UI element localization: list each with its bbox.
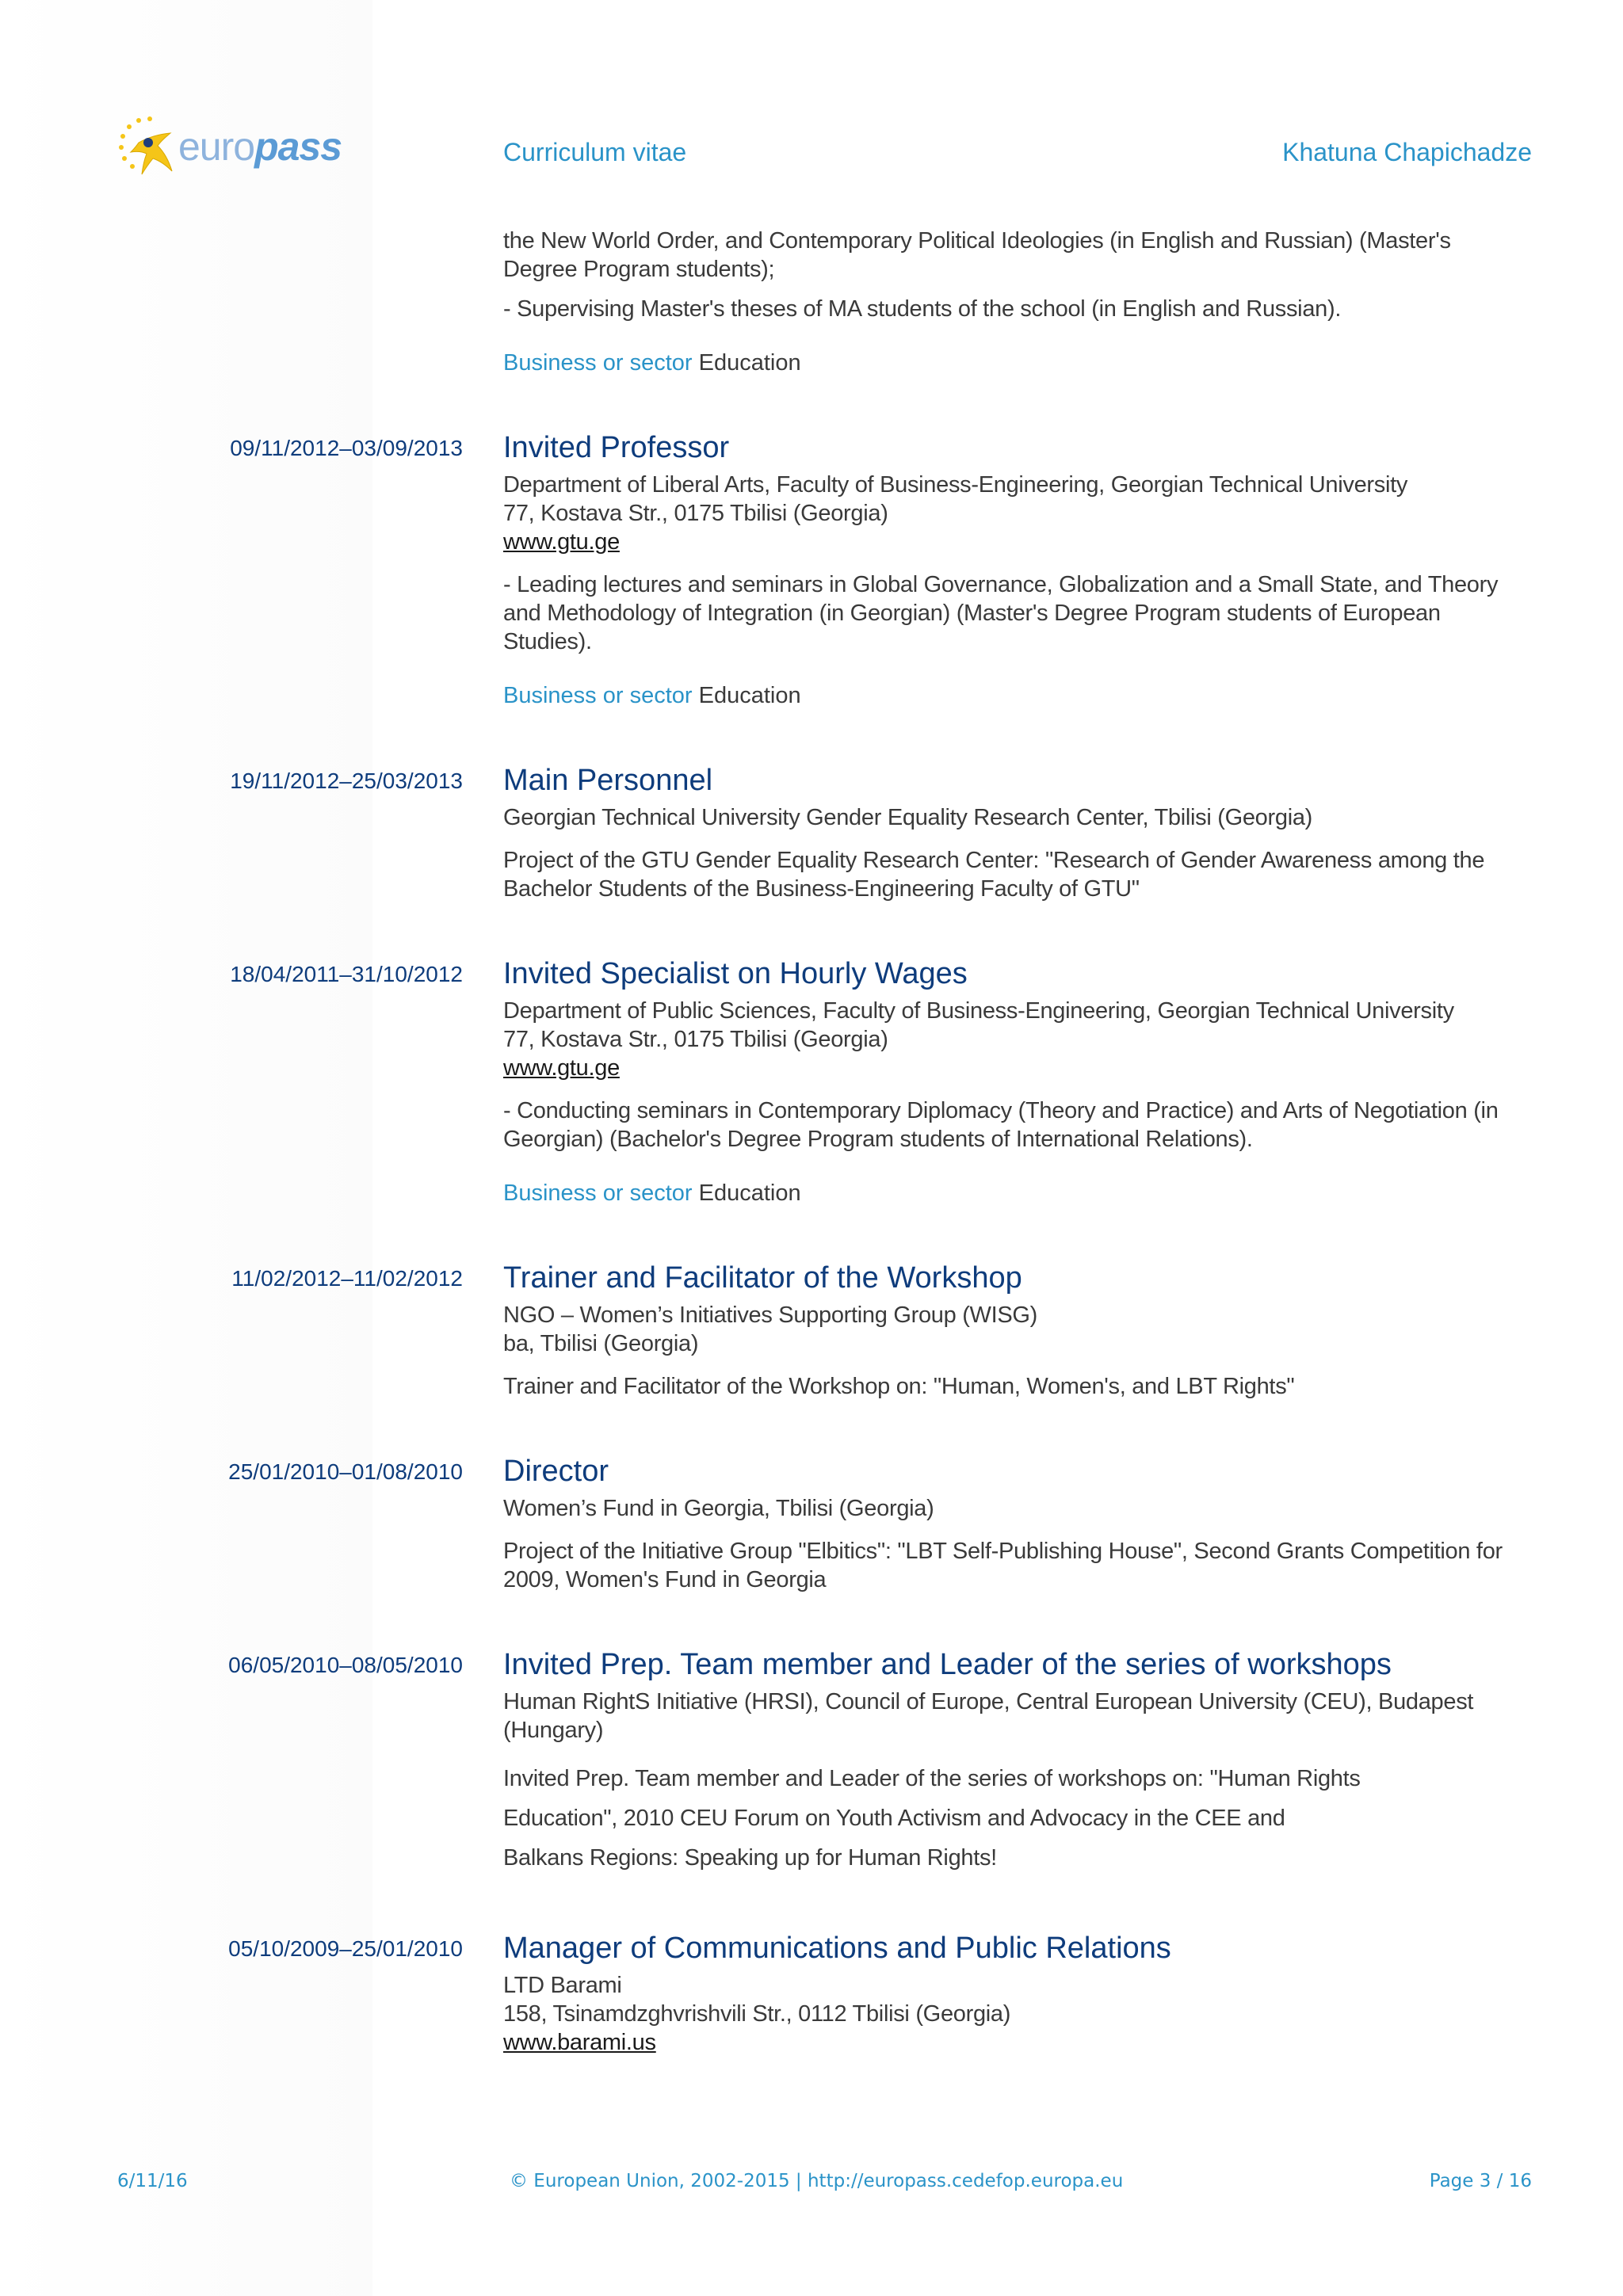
entry-date: 19/11/2012–25/03/2013 [230,769,463,793]
job-title: Invited Specialist on Hourly Wages [503,957,968,990]
employer-address: 77, Kostava Str., 0175 Tbilisi (Georgia) [503,1027,888,1052]
entry-date: 09/11/2012–03/09/2013 [230,436,463,460]
work-entry [0,1260,1623,1401]
page-header [0,0,1623,206]
entry-date: 18/04/2011–31/10/2012 [230,962,463,986]
description-line: Balkans Regions: Speaking up for Human Rights! [503,1845,997,1871]
sector-label: Business or sector [503,350,693,376]
description-line: - Leading lectures and seminars in Global Governance, Globalization and a Small State, and Theory [503,572,1499,597]
work-entry [0,1453,1623,1594]
entry-date: 06/05/2010–08/05/2010 [228,1653,463,1677]
description-line: Project of the GTU Gender Equality Research Center: "Research of Gender Awareness among the [503,848,1485,873]
employer-line: LTD Barami [503,1973,622,1998]
work-entry [0,429,1623,710]
job-title: Trainer and Facilitator of the Workshop [503,1261,1022,1295]
employer-address: 77, Kostava Str., 0175 Tbilisi (Georgia) [503,501,888,526]
employer-line: NGO – Women’s Initiatives Supporting Group (WISG) [503,1302,1038,1328]
job-title: Main Personnel [503,764,713,797]
description-line: - Conducting seminars in Contemporary Diplomacy (Theory and Practice) and Arts of Negotiation (in [503,1098,1499,1123]
employer-line: Department of Liberal Arts, Faculty of Business-Engineering, Georgian Technical University [503,472,1408,498]
employer-line: Department of Public Sciences, Faculty of Business-Engineering, Georgian Technical University [503,998,1454,1024]
business-sector [503,681,1533,710]
page-number: Page 3 / 16 [1429,2171,1532,2191]
job-title: Director [503,1455,609,1488]
employer-line: Georgian Technical University Gender Equality Research Center, Tbilisi (Georgia) [503,805,1313,830]
europass-star-figure-icon [115,111,186,182]
business-sector [503,349,1533,377]
employer-website-link[interactable]: www.gtu.ge [503,1055,620,1081]
job-title: Manager of Communications and Public Relations [503,1932,1171,1965]
footer-date: 6/11/16 [117,2171,188,2191]
description-line: Trainer and Facilitator of the Workshop on: "Human, Women's, and LBT Rights" [503,1374,1295,1399]
sector-label: Business or sector [503,1180,693,1206]
description-line: 2009, Women's Fund in Georgia [503,1567,827,1592]
continuation-line: - Supervising Master's theses of MA students of the school (in English and Russian). [503,296,1342,322]
employer-website-link[interactable]: www.gtu.ge [503,529,620,555]
footer-copyright: © European Union, 2002-2015 | http://europass.cedefop.europa.eu [510,2171,1124,2191]
sector-value: Education [698,683,801,708]
employer-address: 158, Tsinamdzghvrishvili Str., 0112 Tbilisi (Georgia) [503,2001,1011,2027]
entry-date: 11/02/2012–11/02/2012 [231,1266,463,1291]
description-line: Bachelor Students of the Business-Engineering Faculty of GTU" [503,876,1140,902]
description-line: Studies). [503,629,592,654]
work-entry [0,1646,1623,1878]
continuation-line: the New World Order, and Contemporary Political Ideologies (in English and Russian) (Master's [503,228,1451,254]
sector-label: Business or sector [503,683,693,708]
employer-line: (Hungary) [503,1718,604,1743]
document-title: Curriculum vitae [503,138,687,166]
work-entry [0,955,1623,1207]
entry-continuation [0,227,1623,377]
employer-line: Women’s Fund in Georgia, Tbilisi (Georgia) [503,1496,934,1521]
europass-logo [115,111,345,182]
continuation-line: Degree Program students); [503,257,775,282]
job-title: Invited Prep. Team member and Leader of the series of workshops [503,1648,1392,1681]
europass-wordmark: europass [178,124,342,169]
person-name: Khatuna Chapichadze [1282,138,1532,166]
job-title: Invited Professor [503,431,730,464]
description-line: Project of the Initiative Group "Elbitics": "LBT Self-Publishing House", Second Grants Competition for [503,1539,1503,1564]
description-line: and Methodology of Integration (in Georgian) (Master's Degree Program students of European [503,601,1441,626]
work-entry [0,1930,1623,2057]
sector-value: Education [698,1180,801,1206]
sector-value: Education [698,350,801,376]
business-sector [503,1179,1533,1207]
description-line: Invited Prep. Team member and Leader of the series of workshops on: "Human Rights [503,1766,1361,1791]
work-experience-section [0,227,1623,2057]
employer-address: ba, Tbilisi (Georgia) [503,1331,699,1356]
description-line: Georgian) (Bachelor's Degree Program students of International Relations). [503,1127,1253,1152]
employer-line: Human RightS Initiative (HRSI), Council of Europe, Central European University (CEU), Budapest [503,1689,1474,1714]
work-entry [0,762,1623,903]
employer-website-link[interactable]: www.barami.us [503,2030,656,2055]
description-line: Education", 2010 CEU Forum on Youth Activism and Advocacy in the CEE and [503,1806,1285,1831]
entry-date: 05/10/2009–25/01/2010 [228,1936,463,1961]
page-footer [0,2171,1623,2203]
entry-date: 25/01/2010–01/08/2010 [228,1459,463,1484]
